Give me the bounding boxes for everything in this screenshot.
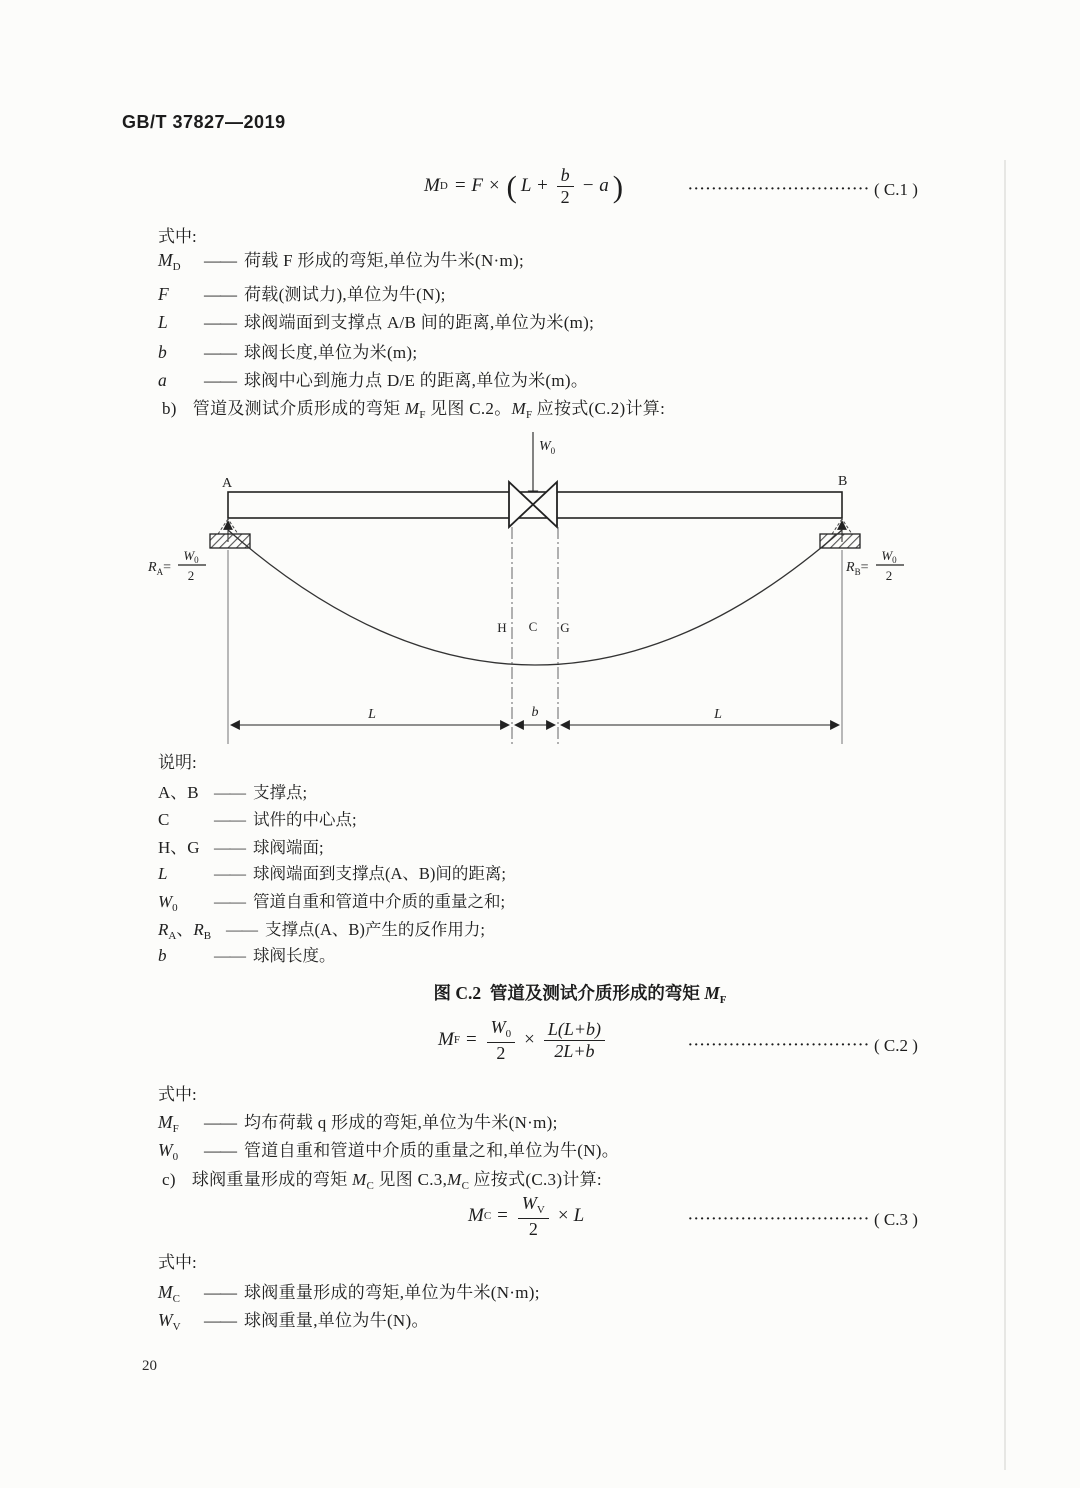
formula-label-c2: ( C.2 ) (873, 1036, 918, 1055)
legend-title: 说明: (158, 753, 197, 772)
frac-llb: $\frac{L(L+b)}{2L+b}$ (544, 1020, 605, 1061)
leader-c2: ······························· ( C.2 ) (688, 1036, 918, 1055)
leader-c1: ······························· ( C.1 ) (688, 180, 918, 199)
support-b-label: B (838, 474, 848, 489)
definition-row: $W_V$ —— 球阀重量,单位为牛(N)。 (158, 1310, 429, 1333)
where-label-3: 式中: (158, 1253, 197, 1272)
definition-row: $W_0$ —— 管道自重和管道中介质的重量之和,单位为牛(N)。 (158, 1140, 620, 1163)
legend-row: $R_A$、$R_B$ —— 支撑点(A、B)产生的反作用力; (158, 920, 485, 942)
formula-label-c3: ( C.3 ) (873, 1210, 918, 1229)
svg-text:RA=: $R_A=$ (148, 560, 171, 577)
legend-row: $W_0$ —— 管道自重和管道中介质的重量之和; (158, 892, 506, 914)
dimension-line (231, 705, 839, 725)
frac-b-2: $\frac{b}{2}$ (557, 166, 574, 207)
load-label: $W_0$ (539, 439, 556, 456)
legend-row: A、B —— 支撑点; (158, 783, 308, 802)
label-g: G (560, 620, 570, 635)
support-left-block (210, 534, 250, 548)
leader-c3: ······························· ( C.3 ) (688, 1210, 918, 1229)
formula-c2: M F = $\frac{W_0}{2}$ × $\frac{L(L+b)}{2L+b}$ (438, 1018, 609, 1062)
frac-w0-2: $\frac{W_0}{2}$ (487, 1018, 516, 1062)
f1-mid: = F × (453, 175, 501, 197)
label-c: C (528, 619, 538, 634)
dim-label-l-right: L (714, 707, 722, 722)
dim-label-l-left: L (368, 707, 376, 722)
support-a-label: A (222, 476, 233, 491)
scan-artifact-line (1004, 160, 1006, 1470)
svg-text:2: 2 (885, 568, 893, 583)
definition-row: L —— 球阀端面到支撑点 A/B 间的距离,单位为米(m); (158, 312, 595, 332)
formula-c3: M C = $\frac{W_V}{2}$ × L (468, 1193, 585, 1239)
deflection-curve (228, 530, 842, 665)
definition-row: $M_D$ —— 荷载 F 形成的弯矩,单位为牛米(N·m); (158, 250, 525, 273)
definition-row: F —— 荷载(测试力),单位为牛(N); (158, 284, 446, 304)
page-number: 20 (142, 1358, 157, 1374)
legend-row: C —— 试件的中心点; (158, 810, 357, 829)
frac-wv-2: $\frac{W_V}{2}$ (518, 1194, 549, 1238)
list-item-c: c) 球阀重量形成的弯矩 $M_C$ 见图 $C.3,M_C$ 应按式(C.3)计算: (162, 1170, 602, 1192)
label-h: H (497, 620, 507, 635)
var-md: M (424, 175, 440, 197)
definition-row: b —— 球阀长度,单位为米(m); (158, 342, 418, 362)
where-label-2: 式中: (158, 1085, 197, 1104)
legend-row: b —— 球阀长度。 (158, 946, 336, 965)
definition-row: a —— 球阀中心到施力点 D/E 的距离,单位为米(m)。 (158, 370, 589, 390)
svg-text:W0: $W_0$ (881, 548, 897, 565)
definition-row: $M_F$ —— 均布荷载 q 形成的弯矩,单位为牛米(N·m); (158, 1112, 558, 1135)
list-item-b: b) 管道及测试介质形成的弯矩 $M_F$ 见图 C.2。$M_F$ 应按式(C.2)计算: (162, 399, 666, 421)
svg-text:RB=: $R_B=$ (846, 560, 869, 577)
formula-label-c1: ( C.1 ) (873, 180, 918, 199)
figure-caption: 图 C.2 管道及测试介质形成的弯矩 $M_F$ (433, 983, 727, 1006)
legend-row: H、G —— 球阀端面; (158, 838, 324, 857)
support-right-block (820, 534, 860, 548)
dim-label-b: b (531, 705, 539, 720)
svg-text:W0: $W_0$ (183, 548, 199, 565)
standard-number: GB/T 37827—2019 (122, 112, 286, 132)
definition-row: $M_C$ —— 球阀重量形成的弯矩,单位为牛米(N·m); (158, 1282, 540, 1305)
legend-row: L —— 球阀端面到支撑点(A、B)间的距离; (158, 864, 506, 883)
figure-c2-diagram (118, 428, 1018, 758)
reaction-label-right (845, 548, 904, 583)
where-label-1: 式中: (158, 227, 197, 246)
svg-text:2: 2 (187, 568, 195, 583)
reaction-label-left (147, 548, 206, 583)
formula-c1: M D = F × ( L + $\frac{b}{2}$ − a ) (424, 165, 624, 207)
